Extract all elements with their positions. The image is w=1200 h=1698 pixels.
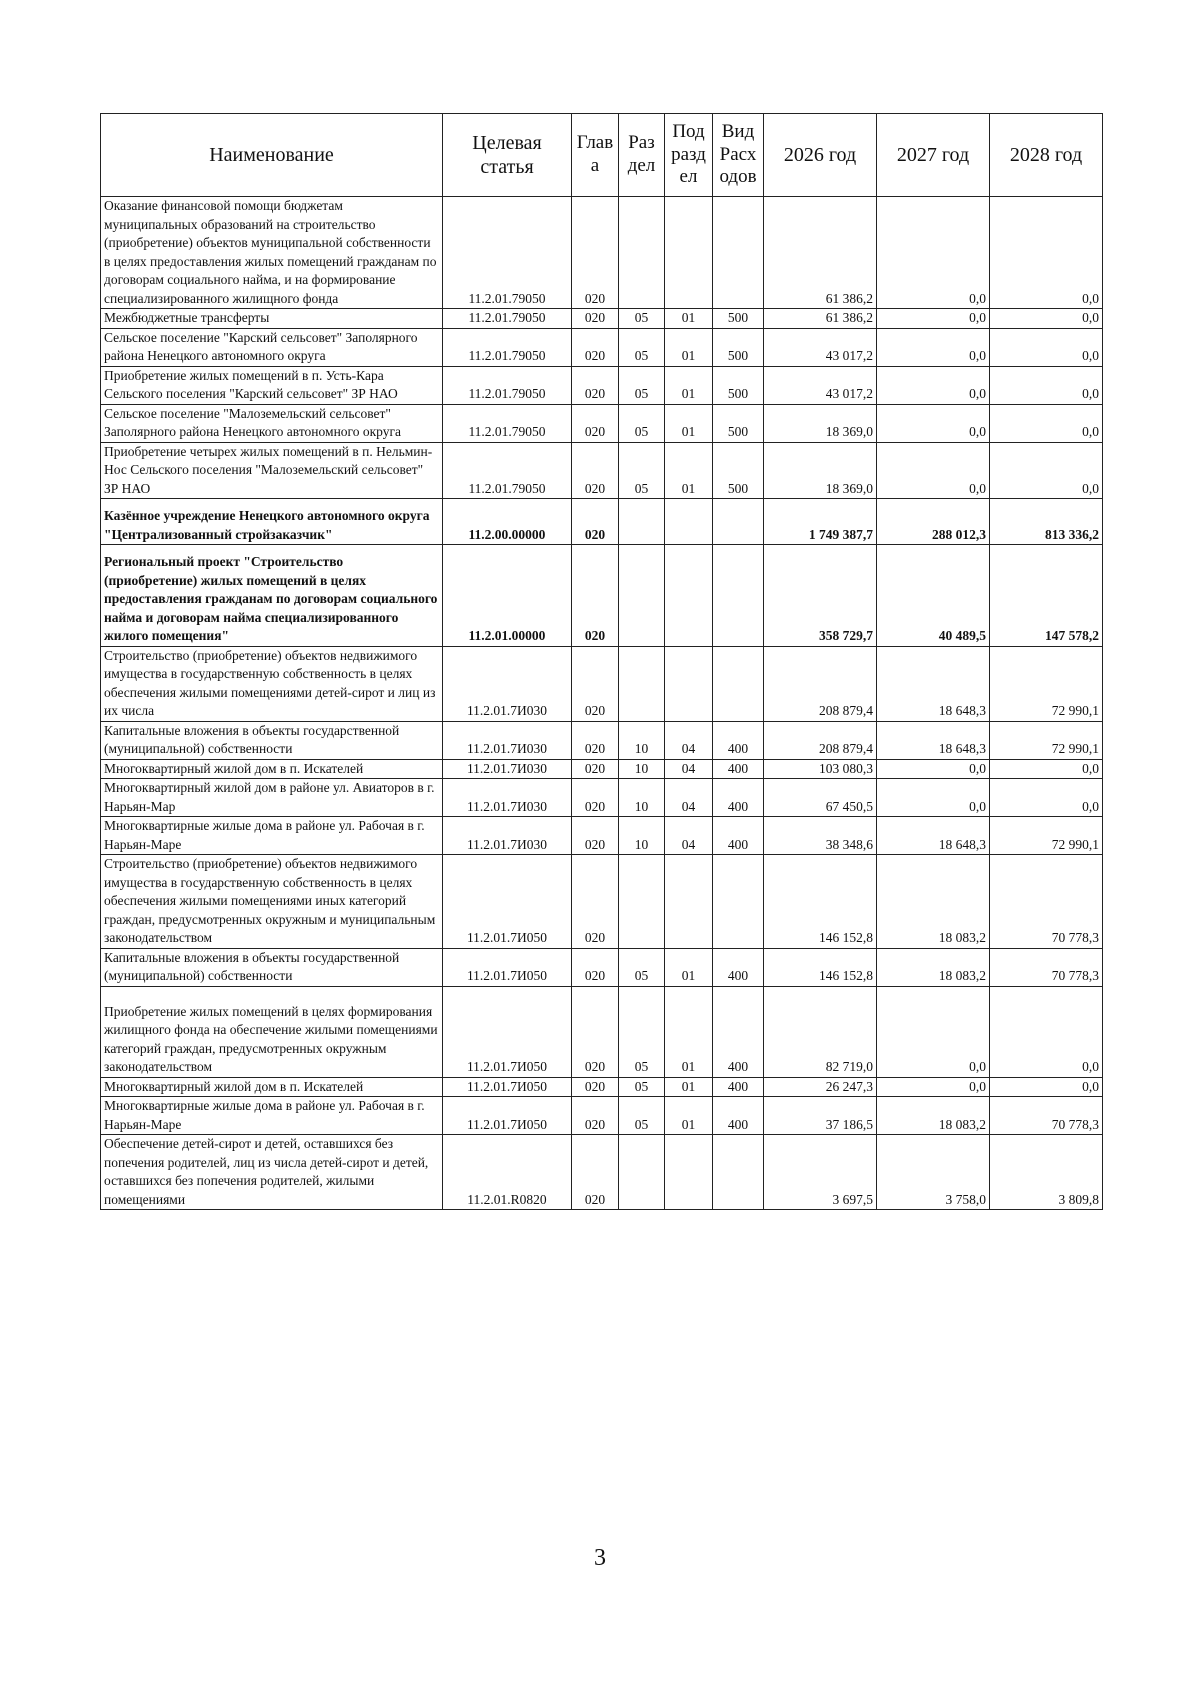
- cell-subsection: 01: [665, 366, 713, 404]
- cell-name: Капитальные вложения в объекты государственной (муниципальной) собственности: [101, 721, 443, 759]
- cell-section: 05: [619, 366, 665, 404]
- cell-2027: 0,0: [877, 986, 990, 1077]
- cell-2027: 288 012,3: [877, 499, 990, 545]
- cell-article: 11.2.01.79050: [443, 328, 572, 366]
- cell-section: 05: [619, 1097, 665, 1135]
- budget-sheet: [100, 113, 1103, 1210]
- cell-2027: 18 083,2: [877, 1097, 990, 1135]
- cell-2028: 0,0: [990, 328, 1103, 366]
- cell-2026: 208 879,4: [764, 721, 877, 759]
- table-row: [101, 499, 1103, 545]
- cell-chapter: 020: [572, 817, 619, 855]
- header-2026: 2026 год: [764, 114, 877, 197]
- cell-2028: 72 990,1: [990, 817, 1103, 855]
- table-row: [101, 646, 1103, 721]
- cell-2026: 3 697,5: [764, 1135, 877, 1210]
- cell-2027: 0,0: [877, 197, 990, 309]
- cell-subsection: 04: [665, 759, 713, 779]
- cell-2026: 146 152,8: [764, 855, 877, 949]
- cell-chapter: 020: [572, 986, 619, 1077]
- cell-2026: 37 186,5: [764, 1097, 877, 1135]
- cell-kind: 400: [713, 1077, 764, 1097]
- cell-article: 11.2.01.7И050: [443, 948, 572, 986]
- cell-2027: 0,0: [877, 404, 990, 442]
- cell-subsection: [665, 499, 713, 545]
- cell-name: Приобретение жилых помещений в целях формирования жилищного фонда на обеспечение жилыми помещениями категорий граждан, предусмотренных окружным законодательством: [101, 986, 443, 1077]
- cell-kind: 400: [713, 986, 764, 1077]
- cell-kind: 400: [713, 948, 764, 986]
- table-row: [101, 366, 1103, 404]
- cell-kind: 400: [713, 1097, 764, 1135]
- cell-chapter: 020: [572, 197, 619, 309]
- page-number: 3: [594, 1545, 606, 1571]
- cell-name: Многоквартирный жилой дом в п. Искателей: [101, 759, 443, 779]
- cell-kind: [713, 197, 764, 309]
- table-row: [101, 404, 1103, 442]
- cell-2026: 103 080,3: [764, 759, 877, 779]
- cell-kind: [713, 646, 764, 721]
- cell-2028: 70 778,3: [990, 948, 1103, 986]
- cell-2026: 61 386,2: [764, 197, 877, 309]
- cell-section: 10: [619, 721, 665, 759]
- cell-2026: 18 369,0: [764, 404, 877, 442]
- cell-2027: 0,0: [877, 759, 990, 779]
- cell-2028: 0,0: [990, 197, 1103, 309]
- cell-section: 10: [619, 817, 665, 855]
- cell-kind: 500: [713, 442, 764, 499]
- cell-2027: 0,0: [877, 328, 990, 366]
- cell-2027: 18 648,3: [877, 721, 990, 759]
- table-row: [101, 197, 1103, 309]
- cell-section: 05: [619, 404, 665, 442]
- header-chapter: Глав а: [572, 114, 619, 197]
- table-row: [101, 545, 1103, 647]
- cell-2028: 0,0: [990, 759, 1103, 779]
- cell-2026: 146 152,8: [764, 948, 877, 986]
- table-body: [101, 197, 1103, 1210]
- cell-chapter: 020: [572, 328, 619, 366]
- table-row: [101, 855, 1103, 949]
- cell-kind: [713, 499, 764, 545]
- cell-subsection: 01: [665, 986, 713, 1077]
- cell-section: 10: [619, 759, 665, 779]
- cell-2028: 0,0: [990, 366, 1103, 404]
- cell-section: 05: [619, 986, 665, 1077]
- cell-2028: 72 990,1: [990, 646, 1103, 721]
- cell-2027: 18 083,2: [877, 948, 990, 986]
- cell-section: [619, 855, 665, 949]
- cell-article: 11.2.01.79050: [443, 442, 572, 499]
- cell-2027: 3 758,0: [877, 1135, 990, 1210]
- cell-name: Сельское поселение "Малоземельский сельсовет" Заполярного района Ненецкого автономного округа: [101, 404, 443, 442]
- cell-section: [619, 197, 665, 309]
- cell-article: 11.2.01.79050: [443, 309, 572, 329]
- cell-section: 05: [619, 442, 665, 499]
- cell-subsection: 01: [665, 1077, 713, 1097]
- cell-2027: 0,0: [877, 779, 990, 817]
- cell-2028: 0,0: [990, 986, 1103, 1077]
- cell-section: [619, 646, 665, 721]
- cell-2027: 0,0: [877, 366, 990, 404]
- cell-chapter: 020: [572, 1097, 619, 1135]
- cell-2027: 18 648,3: [877, 646, 990, 721]
- cell-2028: 0,0: [990, 442, 1103, 499]
- cell-kind: [713, 855, 764, 949]
- header-name: Наименование: [101, 114, 443, 197]
- cell-chapter: 020: [572, 721, 619, 759]
- cell-kind: 500: [713, 366, 764, 404]
- cell-section: [619, 545, 665, 647]
- cell-article: 11.2.01.7И050: [443, 1077, 572, 1097]
- cell-article: 11.2.01.7И030: [443, 779, 572, 817]
- cell-chapter: 020: [572, 309, 619, 329]
- cell-subsection: 01: [665, 309, 713, 329]
- cell-chapter: 020: [572, 545, 619, 647]
- cell-chapter: 020: [572, 759, 619, 779]
- cell-subsection: [665, 197, 713, 309]
- header-subsection: Под разд ел: [665, 114, 713, 197]
- cell-subsection: 01: [665, 328, 713, 366]
- budget-table: [100, 113, 1103, 1210]
- cell-name: Капитальные вложения в объекты государственной (муниципальной) собственности: [101, 948, 443, 986]
- cell-subsection: 01: [665, 404, 713, 442]
- cell-chapter: 020: [572, 442, 619, 499]
- cell-subsection: [665, 855, 713, 949]
- cell-subsection: [665, 1135, 713, 1210]
- cell-article: 11.2.01.00000: [443, 545, 572, 647]
- cell-2028: 0,0: [990, 404, 1103, 442]
- table-row: [101, 328, 1103, 366]
- table-row: [101, 1077, 1103, 1097]
- cell-section: [619, 1135, 665, 1210]
- cell-2028: 70 778,3: [990, 855, 1103, 949]
- cell-2028: 0,0: [990, 1077, 1103, 1097]
- cell-chapter: 020: [572, 1077, 619, 1097]
- cell-section: 05: [619, 328, 665, 366]
- cell-kind: 400: [713, 759, 764, 779]
- cell-section: 05: [619, 948, 665, 986]
- cell-article: 11.2.01.R0820: [443, 1135, 572, 1210]
- cell-kind: 400: [713, 779, 764, 817]
- table-row: [101, 442, 1103, 499]
- cell-2028: 147 578,2: [990, 545, 1103, 647]
- cell-article: 11.2.01.7И030: [443, 817, 572, 855]
- header-article: Целевая статья: [443, 114, 572, 197]
- cell-2026: 1 749 387,7: [764, 499, 877, 545]
- cell-2027: 0,0: [877, 442, 990, 499]
- cell-subsection: [665, 545, 713, 647]
- cell-name: Многоквартирный жилой дом в районе ул. Авиаторов в г. Нарьян-Мар: [101, 779, 443, 817]
- cell-article: 11.2.01.79050: [443, 366, 572, 404]
- cell-name: Строительство (приобретение) объектов недвижимого имущества в государственную собственность в целях обеспечения жилыми помещениями детей-сирот и лиц из их числа: [101, 646, 443, 721]
- cell-kind: 500: [713, 404, 764, 442]
- cell-chapter: 020: [572, 366, 619, 404]
- cell-2027: 18 648,3: [877, 817, 990, 855]
- cell-kind: 500: [713, 328, 764, 366]
- header-kind: Вид Расх одов: [713, 114, 764, 197]
- cell-2027: 18 083,2: [877, 855, 990, 949]
- cell-2027: 40 489,5: [877, 545, 990, 647]
- cell-2028: 72 990,1: [990, 721, 1103, 759]
- cell-article: 11.2.01.79050: [443, 197, 572, 309]
- cell-chapter: 020: [572, 855, 619, 949]
- cell-2026: 38 348,6: [764, 817, 877, 855]
- cell-kind: 400: [713, 817, 764, 855]
- cell-section: 05: [619, 1077, 665, 1097]
- cell-chapter: 020: [572, 499, 619, 545]
- cell-name: Многоквартирные жилые дома в районе ул. Рабочая в г. Нарьян-Маре: [101, 1097, 443, 1135]
- cell-subsection: 01: [665, 948, 713, 986]
- cell-name: Оказание финансовой помощи бюджетам муниципальных образований на строительство (приобретение) объектов муниципальной собственности в целях предоставления жилых помещений гражданам по договорам социального найма, и на формирование специализированного жилищного фонда: [101, 197, 443, 309]
- table-row: [101, 948, 1103, 986]
- cell-2028: 813 336,2: [990, 499, 1103, 545]
- cell-name: Казённое учреждение Ненецкого автономного округа "Централизованный стройзаказчик": [101, 499, 443, 545]
- cell-name: Сельское поселение "Карский сельсовет" Заполярного района Ненецкого автономного округа: [101, 328, 443, 366]
- table-header-row: [101, 114, 1103, 197]
- cell-subsection: 01: [665, 442, 713, 499]
- cell-chapter: 020: [572, 1135, 619, 1210]
- cell-name: Приобретение четырех жилых помещений в п. Нельмин-Нос Сельского поселения "Малоземельский сельсовет" ЗР НАО: [101, 442, 443, 499]
- cell-2026: 358 729,7: [764, 545, 877, 647]
- table-row: [101, 986, 1103, 1077]
- table-row: [101, 1135, 1103, 1210]
- cell-2026: 67 450,5: [764, 779, 877, 817]
- cell-name: Строительство (приобретение) объектов недвижимого имущества в государственную собственность в целях обеспечения жилыми помещениями иных категорий граждан, предусмотренных окружным и муниципальным законодательством: [101, 855, 443, 949]
- cell-2026: 18 369,0: [764, 442, 877, 499]
- cell-2027: 0,0: [877, 309, 990, 329]
- cell-2026: 43 017,2: [764, 366, 877, 404]
- cell-article: 11.2.01.7И050: [443, 1097, 572, 1135]
- cell-kind: [713, 545, 764, 647]
- cell-name: Приобретение жилых помещений в п. Усть-Кара Сельского поселения "Карский сельсовет" ЗР НАО: [101, 366, 443, 404]
- cell-subsection: [665, 646, 713, 721]
- cell-chapter: 020: [572, 646, 619, 721]
- cell-subsection: 01: [665, 1097, 713, 1135]
- cell-2026: 61 386,2: [764, 309, 877, 329]
- cell-article: 11.2.01.7И030: [443, 721, 572, 759]
- cell-name: Межбюджетные трансферты: [101, 309, 443, 329]
- cell-chapter: 020: [572, 948, 619, 986]
- cell-kind: [713, 1135, 764, 1210]
- cell-article: 11.2.01.7И030: [443, 759, 572, 779]
- cell-subsection: 04: [665, 779, 713, 817]
- cell-kind: 500: [713, 309, 764, 329]
- cell-2028: 0,0: [990, 779, 1103, 817]
- cell-section: [619, 499, 665, 545]
- cell-article: 11.2.00.00000: [443, 499, 572, 545]
- cell-2026: 208 879,4: [764, 646, 877, 721]
- cell-2026: 82 719,0: [764, 986, 877, 1077]
- cell-article: 11.2.01.79050: [443, 404, 572, 442]
- cell-article: 11.2.01.7И050: [443, 855, 572, 949]
- cell-article: 11.2.01.7И050: [443, 986, 572, 1077]
- cell-section: 10: [619, 779, 665, 817]
- cell-2028: 3 809,8: [990, 1135, 1103, 1210]
- cell-2026: 43 017,2: [764, 328, 877, 366]
- cell-2028: 70 778,3: [990, 1097, 1103, 1135]
- cell-name: Обеспечение детей-сирот и детей, оставшихся без попечения родителей, лиц из числа детей-сирот и детей, оставшихся без попечения родителей, жилыми помещениями: [101, 1135, 443, 1210]
- table-row: [101, 817, 1103, 855]
- cell-name: Многоквартирные жилые дома в районе ул. Рабочая в г. Нарьян-Маре: [101, 817, 443, 855]
- cell-article: 11.2.01.7И030: [443, 646, 572, 721]
- cell-2027: 0,0: [877, 1077, 990, 1097]
- cell-kind: 400: [713, 721, 764, 759]
- cell-chapter: 020: [572, 779, 619, 817]
- header-2028: 2028 год: [990, 114, 1103, 197]
- table-row: [101, 779, 1103, 817]
- cell-2026: 26 247,3: [764, 1077, 877, 1097]
- cell-name: Региональный проект "Строительство (приобретение) жилых помещений в целях предоставления гражданам по договорам социального найма и договорам найма специализированного жилого помещения": [101, 545, 443, 647]
- header-section: Раз дел: [619, 114, 665, 197]
- table-row: [101, 1097, 1103, 1135]
- cell-subsection: 04: [665, 721, 713, 759]
- cell-subsection: 04: [665, 817, 713, 855]
- table-row: [101, 309, 1103, 329]
- cell-2028: 0,0: [990, 309, 1103, 329]
- table-row: [101, 721, 1103, 759]
- header-2027: 2027 год: [877, 114, 990, 197]
- cell-section: 05: [619, 309, 665, 329]
- cell-name: Многоквартирный жилой дом в п. Искателей: [101, 1077, 443, 1097]
- table-row: [101, 759, 1103, 779]
- cell-chapter: 020: [572, 404, 619, 442]
